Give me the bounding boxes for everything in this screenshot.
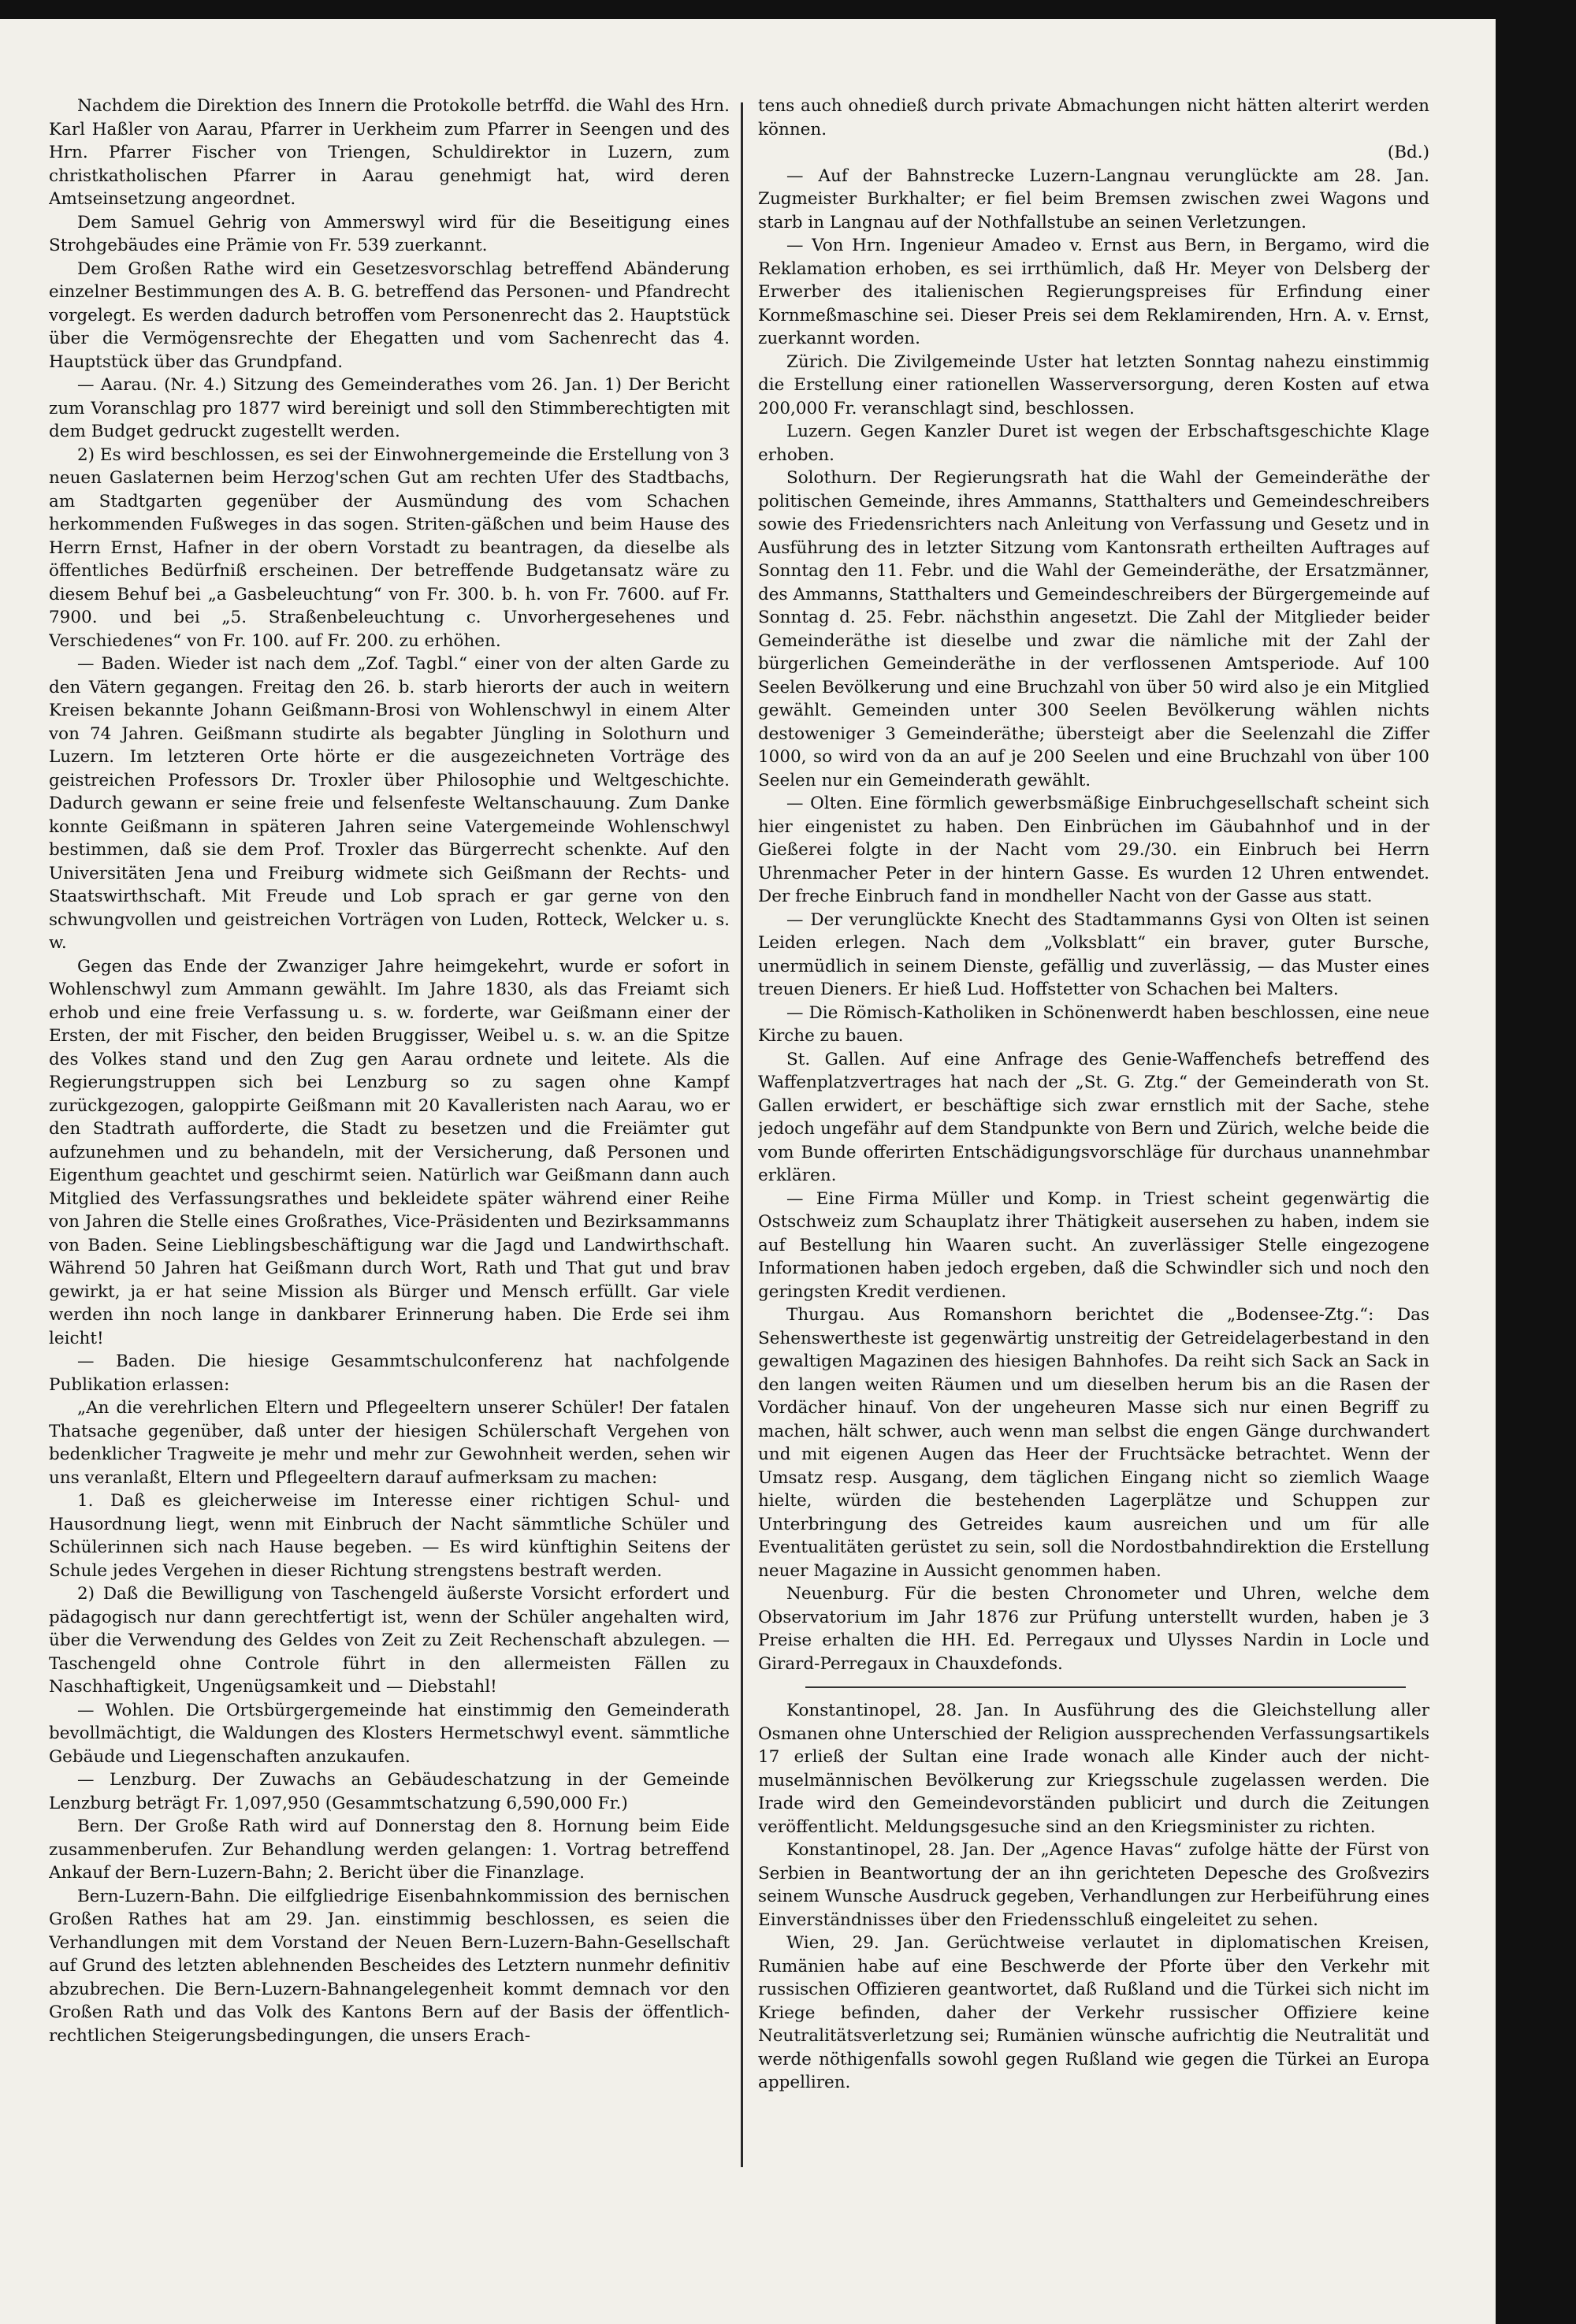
article-paragraph: 2) Daß die Bewilligung von Taschengeld äußerste Vorsicht erfordert und pädagogisch nur dann gerechtfertigt ist, wenn der Schüler angehalten wird, über die Verwendung des Geldes von Zeit zu Zeit Rechenschaft abzulegen. — Taschengeld ohne Controle führt in den allermeisten Fällen zu Naschhaftigkeit, Ungenügsamkeit und — Diebstahl! [49, 1584, 730, 1697]
article-paragraph: — Baden. Wieder ist nach dem „Zof. Tagbl.“ einer von der alten Garde zu den Vätern gegangen. Freitag den 26. b. starb hierorts der auch in weitern Kreisen bekannte Johann Geißmann-Brosi von Wohlenschwyl in einem Alter von 74 Jahren. Geißmann studirte als begabter Jüngling in Solothurn und Luzern. Im letzteren Orte hörte er die ausgezeichneten Vorträge des geistreichen Professors Dr. Troxler über Philosophie und Weltgeschichte. Dadurch gewann er seine freie und felsenfeste Weltanschauung. Zum Danke konnte Geißmann in späteren Jahren seine Vatergemeinde Wohlenschwyl bestimmen, daß sie dem Prof. Troxler das Bürgerrecht schenkte. Auf den Universitäten Jena und Freiburg widmete sich Geißmann der Rechts- und Staatswirthschaft. Mit Freude und Lob sprach er gar gerne von den schwungvollen und geistreichen Vorträgen von Luden, Rotteck, Welcker u. s. w. [49, 654, 730, 953]
article-paragraph: Dem Großen Rathe wird ein Gesetzesvorschlag betreffend Abänderung einzelner Bestimmungen des A. B. G. betreffend das Personen- und Pfandrecht vorgelegt. Es werden dadurch betroffen vom Personenrecht das 2. Hauptstück über die Vermögensrechte der Ehegatten und vom Sachenrecht das 4. Hauptstück über das Grundpfand. [49, 258, 730, 372]
article-paragraph: Konstantinopel, 28. Jan. Der „Agence Havas“ zufolge hätte der Fürst von Serbien in Beantwortung der an ihn gerichteten Depesche des Großvezirs seinem Wunsche Ausdruck gegeben, Verhandlungen zur Herbeiführung eines Einverständnisses über den Friedensschluß eingeleitet zu sehen. [758, 1840, 1429, 1930]
scan-border-right [1496, 0, 1576, 2324]
article-paragraph: — Von Hrn. Ingenieur Amadeo v. Ernst aus Bern, in Bergamo, wird die Reklamation erhoben, es sei irrthümlich, daß Hr. Meyer von Delsberg der Erwerber des italienischen Regierungspreises für Erfindung einer Kornmeßmaschine sei. Dieser Preis sei dem Reklamirenden, Hrn. A. v. Ernst, zuerkannt worden. [758, 236, 1429, 348]
article-paragraph: Thurgau. Aus Romanshorn berichtet die „Bodensee-Ztg.“: Das Sehenswertheste ist gegenwärtig unstreitig der Getreidelagerbestand in den gewaltigen Magazinen des hiesigen Bahnhofes. Da reiht sich Sack an Sack in den langen weiten Räumen und um dieselben herum bis an die Rasen der Vordächer hinauf. Von der ungeheuren Masse sich nur einen Begriff zu machen, hält schwer, auch wenn man selbst die engen Gänge durchwandert und mit eigenen Augen das Heer der Fruchtsäcke betrachtet. Wenn der Umsatz resp. Ausgang, dem täglichen Eingang nicht so ziemlich Waage hielte, würden die bestehenden Lagerplätze und Schuppen zur Unterbringung des Getreides kaum ausreichen und um für alle Eventualitäten gerüstet zu sein, soll die Nordostbahndirektion die Erstellung neuer Magazine in Aussicht genommen haben. [758, 1305, 1429, 1581]
article-paragraph: „An die verehrlichen Eltern und Pflegeeltern unserer Schüler! Der fatalen Thatsache gegenüber, daß unter der hiesigen Schülerschaft Vergehen von bedenklicher Tragweite je mehr und mehr zur Gewohnheit werden, sehen wir uns veranlaßt, Eltern und Pflegeeltern darauf aufmerksam zu machen: [49, 1398, 730, 1488]
section-divider [805, 1686, 1406, 1688]
author-signature: (Bd.) [1387, 143, 1429, 162]
article-paragraph: — Lenzburg. Der Zuwachs an Gebäudeschatzung in der Gemeinde Lenzburg beträgt Fr. 1,097,950 (Gesammtschatzung 6,590,000 Fr.) [49, 1770, 730, 1813]
article-paragraph: Wien, 29. Jan. Gerüchtweise verlautet in diplomatischen Kreisen, Rumänien habe auf eine Beschwerde der Pforte über den Verkehr mit russischen Offizieren geantwortet, daß Rußland und die Türkei sich nicht im Kriege befinden, daher der Verkehr russischer Offiziere keine Neutralitätsverletzung sei; Rumänien wünsche aufrichtig die Neutralität und werde nöthigenfalls sowohl gegen Rußland wie gegen die Türkei an Europa appelliren. [758, 1933, 1429, 2092]
article-paragraph: — Aarau. (Nr. 4.) Sitzung des Gemeinderathes vom 26. Jan. 1) Der Bericht zum Voranschlag pro 1877 wird bereinigt und soll den Stimmberechtigten mit dem Budget gedruckt zugestellt werden. [49, 375, 730, 441]
right-column [758, 95, 1429, 2167]
article-paragraph: Bern. Der Große Rath wird auf Donnerstag den 8. Hornung beim Eide zusammenberufen. Zur Behandlung werden gelangen: 1. Vortrag betreffend Ankauf der Bern-Luzern-Bahn; 2. Bericht über die Finanzlage. [49, 1816, 730, 1883]
article-paragraph: — Olten. Eine förmlich gewerbsmäßige Einbruchgesellschaft scheint sich hier eingenistet zu haben. Den Einbrüchen im Gäubahnhof und in der Gießerei folgte in der Nacht vom 29./30. ein Einbruch bei Herrn Uhrenmacher Peter in der hintern Gasse. Es wurden 12 Uhren entwendet. Der freche Einbruch fand in mondheller Nacht von der Gasse aus statt. [758, 794, 1429, 906]
left-column [49, 95, 730, 2167]
article-paragraph: Bern-Luzern-Bahn. Die eilfgliedrige Eisenbahnkommission des bernischen Großen Rathes hat am 29. Jan. einstimmig beschlossen, es seien die Verhandlungen mit dem Vorstand der Neuen Bern-Luzern-Bahn-Gesellschaft auf Grund des letzten ablehnenden Bescheides des Letztern nunmehr definitiv abzubrechen. Die Bern-Luzern-Bahnangelegenheit kommt demnach vor den Großen Rath und das Volk des Kantons Bern auf der Basis der öffentlich-rechtlichen Steigerungsbedingungen, die unsers Erach- [49, 1886, 730, 2046]
article-paragraph: — Wohlen. Die Ortsbürgergemeinde hat einstimmig den Gemeinderath bevollmächtigt, die Waldungen des Klosters Hermetschwyl event. sämmtliche Gebäude und Liegenschaften anzukaufen. [49, 1700, 730, 1767]
article-paragraph: — Der verunglückte Knecht des Stadtammanns Gysi von Olten ist seinen Leiden erlegen. Nach dem „Volksblatt“ ein braver, guter Bursche, unermüdlich in seinem Dienste, gefällig und zuverlässig, — das Muster eines treuen Dieners. Er hieß Lud. Hoffstetter von Schachen bei Malters. [758, 909, 1429, 999]
article-paragraph: — Eine Firma Müller und Komp. in Triest scheint gegenwärtig die Ostschweiz zum Schauplatz ihrer Thätigkeit ausersehen zu haben, indem sie auf Bestellung hin Waaren sucht. An zuverlässiger Stelle eingezogene Informationen haben jedoch ergeben, daß die Schwindler sich und noch den geringsten Kredit verdienen. [758, 1188, 1429, 1302]
article-paragraph: Zürich. Die Zivilgemeinde Uster hat letzten Sonntag nahezu einstimmig die Erstellung einer rationellen Wasserversorgung, deren Kosten auf etwa 200,000 Fr. veranschlagt sind, beschlossen. [758, 351, 1429, 418]
article-paragraph: Luzern. Gegen Kanzler Duret ist wegen der Erbschaftsgeschichte Klage erhoben. [758, 422, 1429, 465]
article-paragraph: Neuenburg. Für die besten Chronometer und Uhren, welche dem Observatorium im Jahr 1876 zur Prüfung unterstellt wurden, haben je 3 Preise erhalten die HH. Ed. Perregaux und Ulysses Nardin in Locle und Girard-Perregaux in Chauxdefonds. [758, 1584, 1429, 1674]
article-paragraph: tens auch ohnedieß durch private Abmachungen nicht hätten alterirt werden können. [758, 96, 1429, 139]
article-paragraph: 2) Es wird beschlossen, es sei der Einwohnergemeinde die Erstellung von 3 neuen Gaslaternen beim Herzog'schen Gut am rechten Ufer des Stadtbachs, am Stadtgarten gegenüber der Ausmündung des vom Schachen herkommenden Fußweges in das sogen. Striten-gäßchen und beim Hause des Herrn Ernst, Hafner in der obern Vorstadt zu beantragen, da dieselbe als öffentliches Bedürfniß erscheinen. Der betreffende Budgetansatz wäre zu diesem Behuf bei „a Gasbeleuchtung“ von Fr. 300. b. h. von Fr. 7600. auf Fr. 7900. und bei „5. Straßenbeleuchtung c. Unvorhergesehenes und Verschiedenes“ von Fr. 100. auf Fr. 200. zu erhöhen. [49, 444, 730, 651]
article-paragraph: Dem Samuel Gehrig von Ammerswyl wird für die Beseitigung eines Strohgebäudes eine Prämie von Fr. 539 zuerkannt. [49, 212, 730, 255]
article-paragraph: Solothurn. Der Regierungsrath hat die Wahl der Gemeinderäthe der politischen Gemeinde, ihres Ammanns, Statthalters und Gemeindeschreibers sowie des Friedensrichters nach Anleitung von Verfassung und Gesetz und in Ausführung des in letzter Sitzung vom Kantonsrath ertheilten Auftrages auf Sonntag den 11. Febr. und die Wahl der Gemeinderäthe, der Ersatzmänner, des Ammanns, Statthalters und Gemeindeschreibers der Bürgergemeinde auf Sonntag d. 25. Febr. nächsthin angesetzt. Die Zahl der Mitglieder beider Gemeinderäthe ist dieselbe und zwar die nämliche mit der Zahl der bürgerlichen Gemeinderäthe in der verflossenen Amtsperiode. Auf 100 Seelen Bevölkerung und eine Bruchzahl von über 50 wird also je ein Mitglied gewählt. Gemeinden unter 300 Seelen Bevölkerung wählen nichts destoweniger 3 Gemeinderäthe; übersteigt aber die Seelenzahl die Ziffer 1000, so wird von da an auf je 200 Seelen und eine Bruchzahl von über 100 Seelen nur ein Gemeinderath gewählt. [758, 468, 1429, 790]
article-paragraph: — Die Römisch-Katholiken in Schönenwerdt haben beschlossen, eine neue Kirche zu bauen. [758, 1002, 1429, 1046]
article-paragraph: — Baden. Die hiesige Gesammtschulconferenz hat nachfolgende Publikation erlassen: [49, 1352, 730, 1395]
scan-border-top [0, 0, 1576, 19]
article-paragraph: — Auf der Bahnstrecke Luzern-Langnau verunglückte am 28. Jan. Zugmeister Burkhalter; er fiel beim Bremsen zwischen zwei Wagons und starb in Langnau auf der Nothfallstube an seinen Verletzungen. [758, 165, 1429, 232]
column-divider [741, 102, 743, 2167]
article-paragraph: Nachdem die Direktion des Innern die Protokolle betrffd. die Wahl des Hrn. Karl Haßler von Aarau, Pfarrer in Uerkheim zum Pfarrer in Seengen und des Hrn. Pfarrer Fischer von Triengen, Schuldirektor in Luzern, zum christkatholischen Pfarrer in Aarau genehmigt hat, wird deren Amtseinsetzung angeordnet. [49, 96, 730, 209]
article-paragraph: Gegen das Ende der Zwanziger Jahre heimgekehrt, wurde er sofort in Wohlenschwyl zum Ammann gewählt. Im Jahre 1830, als das Freiamt sich erhob und eine freie Verfassung u. s. w. forderte, war Geißmann einer der Ersten, der mit Fischer, den beiden Bruggisser, Weibel u. s. w. an die Spitze des Volkes stand und den Zug gen Aarau ordnete und leitete. Als die Regierungstruppen sich bei Lenzburg so zu sagen ohne Kampf zurückgezogen, galoppirte Geißmann mit 20 Kavalleristen nach Aarau, wo er den Stadtrath aufforderte, die Stadt zu besetzen und die Freiämter gut aufzunehmen und zu behandeln, mit der Versicherung, daß Personen und Eigenthum geachtet und geschirmt seien. Natürlich war Geißmann dann auch Mitglied des Verfassungsrathes und bekleidete später während einer Reihe von Jahren die Stelle eines Großrathes, Vice-Präsidenten und Bezirksammanns von Baden. Seine Lieblingsbeschäftigung war die Jagd und Landwirthschaft. Während 50 Jahren hat Geißmann durch Wort, Rath und That gut und brav gewirkt, ja er hat seine Mission als Bürger und Mensch erfüllt. Gar viele werden ihn noch lange in dankbarer Erinnerung haben. Die Erde sei ihm leicht! [49, 956, 730, 1348]
article-paragraph: Konstantinopel, 28. Jan. In Ausführung des die Gleichstellung aller Osmanen ohne Unterschied der Religion aussprechenden Verfassungsartikels 17 erließ der Sultan eine Irade wonach alle Kinder auch der nicht-muselmännischen Bevölkerung zur Kriegsschule zugelassen werden. Die Irade wird den Gemeindevorständen publicirt und durch die Zeitungen veröffentlicht. Meldungsgesuche sind an den Kriegsminister zu richten. [758, 1701, 1429, 1837]
article-paragraph: 1. Daß es gleicherweise im Interesse einer richtigen Schul- und Hausordnung liegt, wenn mit Einbruch der Nacht sämmtliche Schüler und Schülerinnen sich nach Hause begeben. — Es wird künftighin Seitens der Schule jedes Vergehen in dieser Richtung strengstens bestraft werden. [49, 1491, 730, 1581]
article-paragraph: St. Gallen. Auf eine Anfrage des Genie-Waffenchefs betreffend des Waffenplatzvertrages hat nach der „St. G. Ztg.“ der Gemeinderath von St. Gallen erwidert, er beschäftige sich zwar ernstlich mit der Sache, stehe jedoch ungefähr auf dem Standpunkte von Bern und Zürich, welche beide die vom Bunde offerirten Entschädigungsvorschläge für durchaus unannehmbar erklären. [758, 1049, 1429, 1185]
